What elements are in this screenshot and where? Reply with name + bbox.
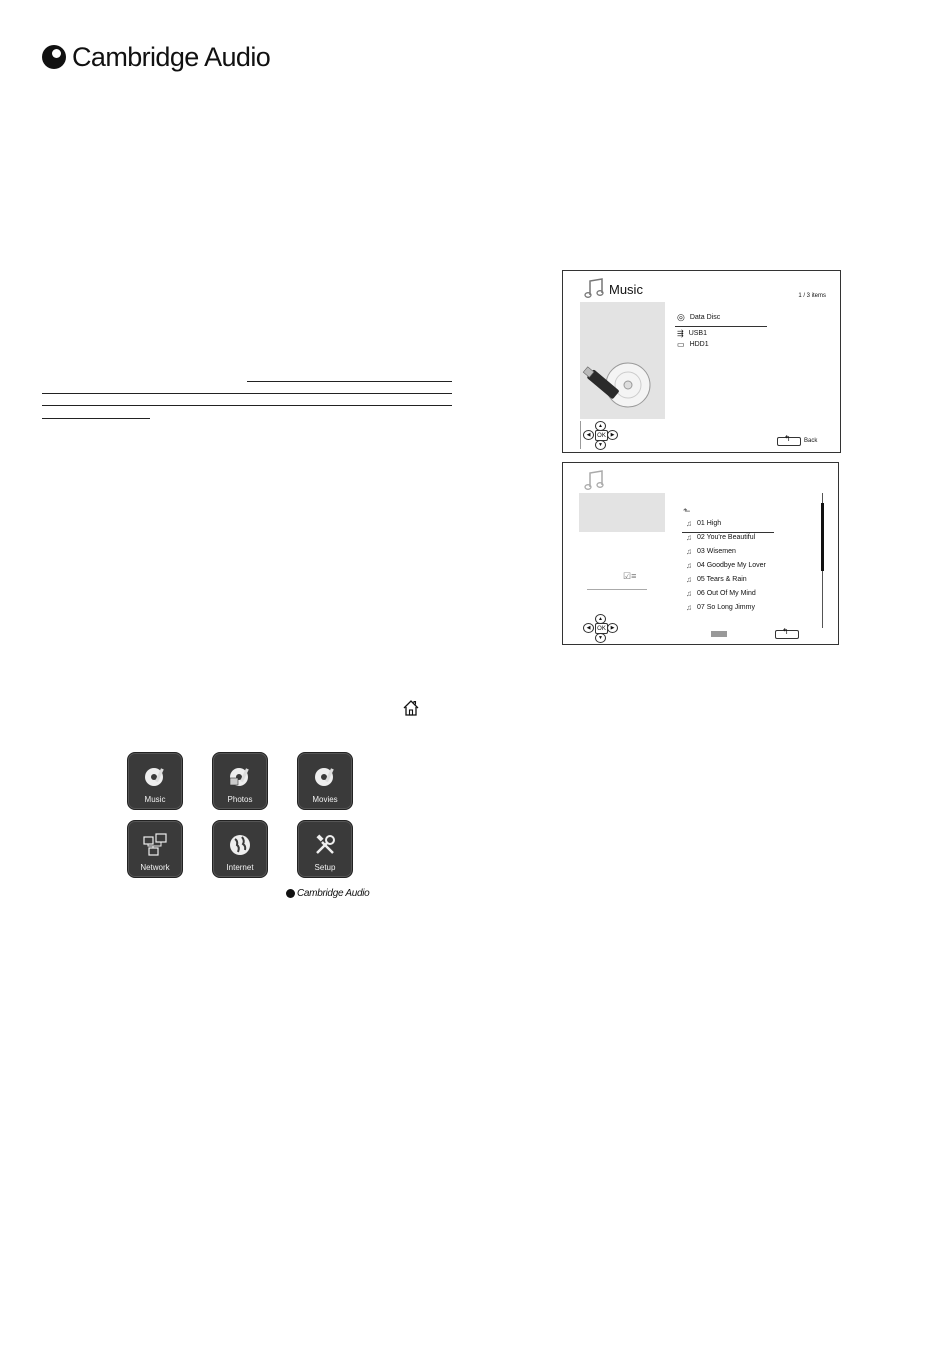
brand-mark-icon — [42, 45, 66, 69]
note-icon: ♫ — [686, 603, 692, 612]
note-icon: ♫ — [686, 575, 692, 584]
preview-area — [579, 493, 665, 532]
up-folder-icon[interactable]: ⬑ — [683, 506, 691, 516]
track-list-screen — [562, 462, 839, 645]
home-icon — [402, 699, 420, 717]
track-row[interactable]: ♫ 01 High — [686, 519, 722, 528]
screen-title: Music — [609, 282, 643, 297]
divider — [587, 589, 647, 590]
tile-network[interactable]: Network — [127, 820, 183, 878]
track-row[interactable]: ♫ 07 So Long Jimmy — [686, 603, 755, 612]
music-note-icon — [583, 277, 605, 299]
divider — [580, 421, 581, 449]
dpad-icon: ▲ ◀ OK ▶ ▼ — [583, 421, 617, 449]
scrollbar-thumb[interactable] — [821, 503, 824, 571]
back-button[interactable] — [775, 630, 799, 639]
tile-setup[interactable]: Setup — [297, 820, 353, 878]
hdd-icon: ▭ — [677, 340, 685, 349]
movies-disc-icon — [313, 765, 337, 789]
usb-icon: ⇶ — [677, 329, 684, 338]
note-icon: ♫ — [686, 533, 692, 542]
note-icon: ♫ — [686, 547, 692, 556]
selection-underline — [675, 326, 767, 327]
list-item[interactable]: ⇶ USB1 — [677, 329, 707, 338]
music-note-icon — [583, 469, 605, 491]
music-disc-icon — [143, 765, 167, 789]
tile-photos[interactable]: Photos — [212, 752, 268, 810]
music-source-screen — [562, 270, 841, 453]
track-list — [684, 519, 779, 619]
checklist-icon: ☑≡ — [623, 571, 637, 581]
text-underline-1 — [247, 381, 452, 382]
back-button[interactable] — [777, 437, 801, 446]
item-count: 1 / 3 items — [798, 293, 826, 299]
tools-icon — [313, 833, 337, 857]
home-menu — [120, 748, 380, 904]
tile-internet[interactable]: Internet — [212, 820, 268, 878]
brand-name: Cambridge Audio — [72, 41, 271, 72]
track-row[interactable]: ♫ 05 Tears & Rain — [686, 575, 747, 584]
note-icon: ♫ — [686, 519, 692, 528]
list-item[interactable]: ▭ HDD1 — [677, 340, 709, 349]
tile-music[interactable]: Music — [127, 752, 183, 810]
list-item[interactable]: ◎ Data Disc — [677, 312, 721, 322]
home-menu-brand: Cambridge Audio — [286, 888, 369, 899]
network-icon — [143, 833, 167, 857]
disc-icon: ◎ — [677, 312, 685, 322]
disc-usb-illustration — [580, 302, 665, 419]
text-underline-4 — [42, 418, 150, 419]
back-label: Back — [804, 438, 818, 444]
globe-icon — [228, 833, 252, 857]
dpad-icon: ▲ ◀ OK ▶ ▼ — [583, 614, 617, 642]
track-row[interactable]: ♫ 04 Goodbye My Lover — [686, 561, 766, 570]
track-row[interactable]: ♫ 03 Wisemen — [686, 547, 736, 556]
gray-button[interactable] — [711, 631, 727, 637]
track-row[interactable]: ♫ 02 You're Beautiful — [686, 533, 756, 542]
photos-disc-icon — [228, 765, 252, 789]
text-underline-3 — [42, 405, 452, 406]
track-row[interactable]: ♫ 06 Out Of My Mind — [686, 589, 756, 598]
brand-mark-icon — [286, 889, 295, 898]
brand-logo — [42, 40, 270, 74]
preview-area — [580, 302, 665, 419]
note-icon: ♫ — [686, 561, 692, 570]
note-icon: ♫ — [686, 589, 692, 598]
text-underline-2 — [42, 393, 452, 394]
tile-movies[interactable]: Movies — [297, 752, 353, 810]
